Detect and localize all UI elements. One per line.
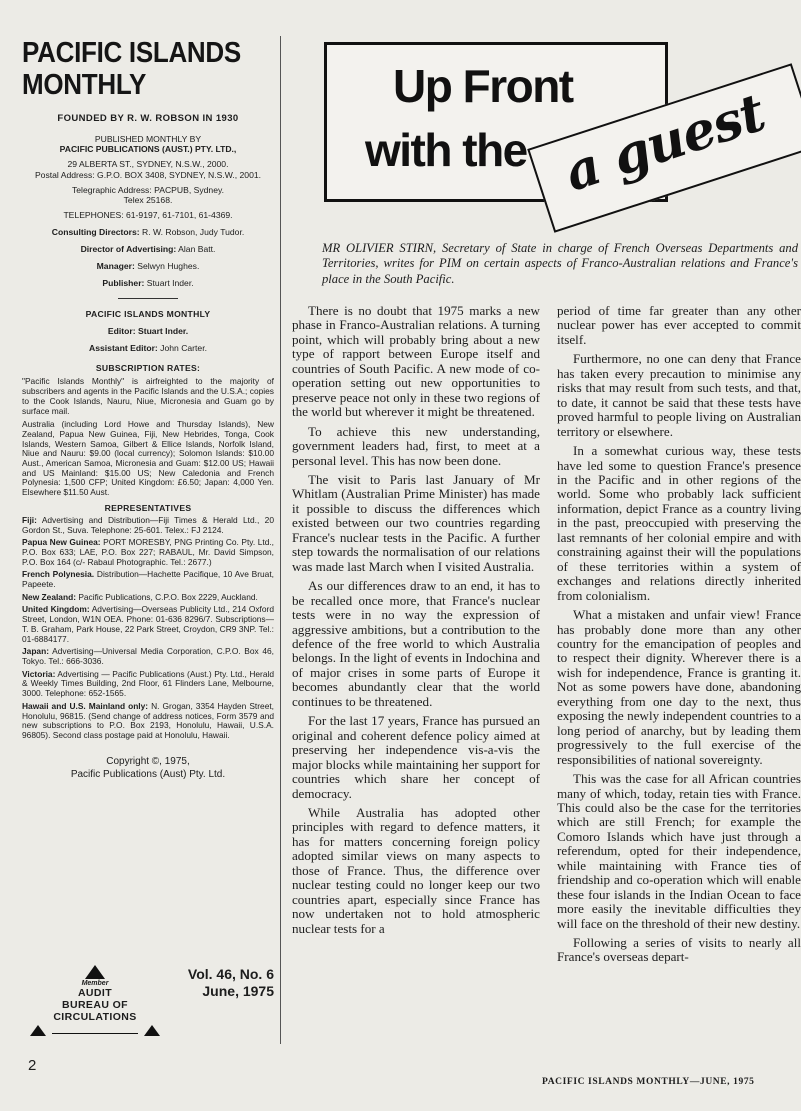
paragraph: In a somewhat curious way, these tests have led some to question France's presence in the Pacific and in other regions of the world. Some who probably lack sufficient information, depict France as a country living in the past, preoccupied with preserving the last remnants of her colonial empire and with constraining against their will the populations of these territories within a system of exchanges and relations directly inherited from colonialism. <box>557 443 801 603</box>
consulting-directors: Consulting Directors: R. W. Robson, Judy Tudor. <box>51 227 245 238</box>
paragraph: Following a series of visits to nearly all France's overseas depart- <box>557 935 801 965</box>
triangle-icon <box>85 965 105 979</box>
paragraph: There is no doubt that 1975 marks a new phase in Franco-Australian relations. A turning point, which will probably bring about a new type of rapport between Europe itself and countries of South Pacific. A new mode of co-operation setting out new opportunities to preserve peace not only in these two regions of the world but wherever it might be threatened. <box>292 303 540 420</box>
column-divider <box>280 36 281 1044</box>
copyright: Copyright ©, 1975, Pacific Publications (Aust) Pty. Ltd. <box>70 755 226 780</box>
rep-uk: United Kingdom: Advertising—Overseas Publicity Ltd., 214 Oxford Street, London, W1N OEA. Phone: 01-636 8296/7. Subscriptions—T. B. Graham, Park House, 22 Park Street, Croydon, CR9 3NP. Tel.: 01-6884177. <box>22 604 274 644</box>
guest-card: a guest <box>527 63 801 233</box>
paragraph: For the last 17 years, France has pursued an original and coherent defence policy aimed at preserving her independence vis-a-vis the major blocks while maintaining her support for countries which share her concept of democracy. <box>292 713 540 801</box>
abc-logo: Member AUDIT BUREAU OF CIRCULATIONS <box>30 965 160 1036</box>
rep-fiji: Fiji: Advertising and Distribution—Fiji Times & Herald Ltd., 20 Gordon St., Suva. Telephone: 25-601. Telex.: FJ 2124. <box>22 514 274 535</box>
triangle-icon <box>30 1025 46 1036</box>
editor: Editor: Stuart Inder. <box>107 326 189 337</box>
article-column-1 <box>292 304 540 941</box>
representatives-heading: REPRESENTATIVES <box>104 502 192 513</box>
rep-japan: Japan: Advertising—Universal Media Corporation, C.P.O. Box 46, Tokyo. Tel.: 666-3036. <box>22 646 274 666</box>
triangle-icon <box>144 1025 160 1036</box>
paragraph: What a mistaken and unfair view! France has probably done more than any other country for the emancipation of peoples and to respect their dignity. Wherever there is a wish for independence, France is granting it. Not as some powers have done, abandoning everything from one day to the next, thus exposing the newly independent countries to a long period of anarchy, but by leading them progressively to the full exercise of the responsibilities of national sovereignty. <box>557 607 801 767</box>
divider <box>118 298 178 299</box>
paragraph: To achieve this new understanding, government leaders had, first, to meet at a personal level. This has now been done. <box>292 423 540 468</box>
subscription-rates: Australia (including Lord Howe and Thursday Islands), New Zealand, Papua New Guinea, Fiji, New Hebrides, Tonga, Cook Islands, Western Samoa, Gilbert & Ellice Islands, Norfolk Island, Niue and Nauru: $9.00 (local currency); Solomon Islands: $10.00 Aust., American Samoa, Micronesia and Guam: $12.00 US; Hawaii and US Mainland: $15.00 US; New Caledonia and French Polynesia: 1,500 CFP; United Kingdom: £6.50; Japan: 4,000 Yen. Elsewhere $11.50 Aust. <box>22 419 274 498</box>
rep-hawaii: Hawaii and U.S. Mainland only: N. Grogan, 3354 Hayden Street, Honolulu, 96815. (Send change of address notices, Form 3579 and new subscriptions to P.O. Box 2193, Honolulu, Hawaii, U.S.A. 96805). Second class postage paid at Honolulu, Hawaii. <box>22 700 275 740</box>
rep-new-zealand: New Zealand: Pacific Publications, C.P.O. Box 2229, Auckland. <box>22 591 258 602</box>
paragraph: period of time far greater than any other nuclear power has ever accepted to commit itself. <box>557 303 801 347</box>
subscription-note: "Pacific Islands Monthly" is airfreighted to the majority of subscribers and agents in the Pacific Islands and the U.S.A.; copies to the Cook Islands, Nauru, Niue, Micronesia and Guam go by surface mail. <box>22 376 274 416</box>
paragraph: As our differences draw to an end, it has to be recalled once more, that France's nuclear tests were in no way the expression of aggressive ambitions, but a contribution to the defence of the free world to which Australia belongs. In the light of events in Indochina and of major crises in some parts of Europe it becomes abundantly clear that the world continues to be threatened. <box>292 578 540 709</box>
magazine-name: PACIFIC ISLANDS MONTHLY <box>85 309 211 320</box>
publisher: Publisher: Stuart Inder. <box>102 278 194 289</box>
up-front-logo: Up Front with the <box>324 42 668 202</box>
rep-victoria: Victoria: Advertising — Pacific Publications (Aust.) Pty. Ltd., Herald & Weekly Times Building, 2nd Floor, 61 Flinders Lane, Melbourne, 3000. Telephone: 652-1565. <box>22 668 274 699</box>
masthead <box>22 36 274 781</box>
standfirst: MR OLIVIER STIRN, Secretary of State in charge of French Overseas Departments and Territories, writes for PIM on certain aspects of Franco-Australian relations and France's place in the South Pacific. <box>322 241 798 286</box>
volume-info: Vol. 46, No. 6 June, 1975 <box>187 966 274 999</box>
assistant-editor: Assistant Editor: John Carter. <box>89 343 207 354</box>
article-column-2 <box>557 304 801 970</box>
masthead-title: PACIFIC ISLANDS MONTHLY <box>22 34 241 101</box>
subscription-heading: SUBSCRIPTION RATES: <box>95 363 201 374</box>
rep-png: Papua New Guinea: PORT MORESBY, PNG Printing Co. Pty. Ltd., P.O. Box 633; LAE, P.O. Box 227; RABAUL, Mr. David Simpson, P.O. Box 164 (c/- Rabaul Photographic. Tel.: 2677.) <box>22 537 275 567</box>
rep-french-polynesia: French Polynesia. Distribution—Hachette Pacifique, 10 Ave Bruat, Papeete. <box>22 569 274 590</box>
page-number: 2 <box>28 1057 37 1074</box>
advertising-director: Director of Advertising: Alan Batt. <box>80 244 216 255</box>
founded-line: FOUNDED BY R. W. ROBSON IN 1930 <box>57 113 239 124</box>
publisher-block: PUBLISHED MONTHLY BY PACIFIC PUBLICATIONS (AUST.) PTY. LTD., 29 ALBERTA ST., SYDNEY, N.S.W., 2000. Postal Address: G.P.O. BOX 3408, SYDNEY, N.S.W., 2001. Telegraphic Address: PACPUB, Sydney. Telex 25168. TELEPHONES: 61-9197, 61-7101, 61-4369. <box>34 134 262 221</box>
manager: Manager: Selwyn Hughes. <box>96 261 200 272</box>
paragraph: Furthermore, no one can deny that France has taken every precaution to minimise any risks that may result from such tests, and that, to date, it cannot be said that these tests have proved harmful to people living on Australian territory or elsewhere. <box>557 351 801 439</box>
paragraph: While Australia has adopted other principles with regard to defence matters, it has for matters concerning foreign policy adopted similar views on many aspects to those of France. Thus, the difference over nuclear testing could no longer keep our two countries apart, especially since France has now undertaken not to hold atmospheric nuclear tests for a <box>292 804 540 936</box>
paragraph: The visit to Paris last January of Mr Whitlam (Australian Prime Minister) has made it possible to discuss the differences which existed between our two countries regarding France's nuclear tests in the Pacific. A further step towards the normalisation of our relations was made last March when I visited Australia. <box>292 471 540 574</box>
paragraph: This was the case for all African countries many of which, today, retain ties with France. This could also be the case for the territories which are still French; for example the Comoro Islands which have just through a referendum, opted for their independence, while maintaining with France ties of friendship and co-operation which will enable these four islands in the Indian Ocean to face more easily the inevitable difficulties they will face on the threshold of their new destiny. <box>557 771 801 931</box>
running-footer: PACIFIC ISLANDS MONTHLY—JUNE, 1975 <box>542 1077 755 1087</box>
